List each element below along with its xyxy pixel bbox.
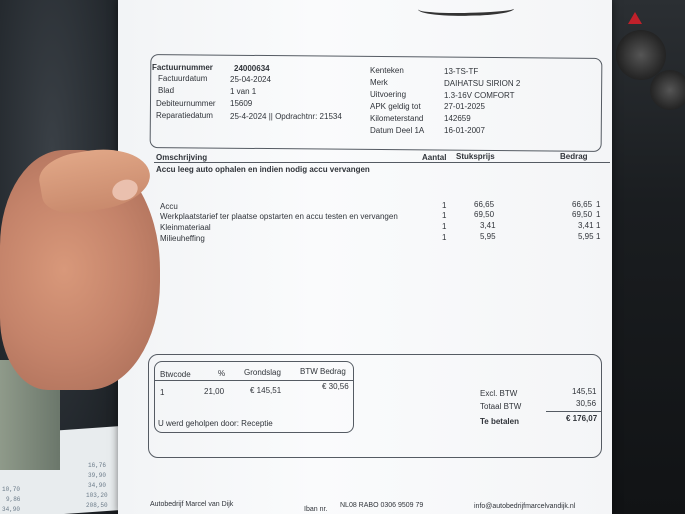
line-quantity: 1 <box>442 233 447 242</box>
vat-base-value: € 145,51 <box>250 386 282 395</box>
vat-table-divider <box>154 380 354 381</box>
amount-due-label: Te betalen <box>480 417 519 426</box>
receipt-number: 10,70 <box>2 486 21 493</box>
receipt-number: 9,86 <box>6 496 21 503</box>
line-description: Accu <box>160 202 178 211</box>
line-vat-code: 1 <box>596 221 601 230</box>
dashboard-knob <box>650 70 685 110</box>
total-vat-label: Totaal BTW <box>480 402 522 411</box>
page-label: Blad <box>158 86 175 95</box>
line-quantity: 1 <box>442 201 447 210</box>
line-vat-code: 1 <box>596 210 601 219</box>
line-unit-price: 3,41 <box>480 221 496 230</box>
excl-vat-label: Excl. BTW <box>480 389 518 398</box>
license-plate-label: Kenteken <box>370 66 404 75</box>
apk-value: 27-01-2025 <box>444 102 485 111</box>
vat-percent-header: % <box>218 369 226 378</box>
line-quantity: 1 <box>442 211 447 220</box>
vat-code-header: Btwcode <box>160 370 191 379</box>
receipt-number: 39,90 <box>88 472 107 479</box>
line-unit-price: 5,95 <box>480 232 496 241</box>
license-plate-value: 13-TS-TF <box>444 67 479 76</box>
registration-date-value: 16-01-2007 <box>444 126 485 135</box>
company-email: info@autobedrijfmarcelvandijk.nl <box>474 503 576 510</box>
iban-value: NL08 RABO 0306 9509 79 <box>340 502 424 509</box>
line-description: Werkplaatstarief ter plaatse opstarten en accu testen en vervangen <box>160 212 398 221</box>
receipt-number: 34,90 <box>2 506 21 513</box>
col-unit-price: Stuksprijs <box>456 152 495 161</box>
invoice-date-label: Factuurdatum <box>158 74 208 83</box>
mileage-label: Kilometerstand <box>370 114 424 123</box>
totals-divider <box>546 411 602 412</box>
col-quantity: Aantal <box>422 153 447 162</box>
line-amount: 69,50 <box>572 210 593 219</box>
line-amount: 5,95 <box>578 232 594 241</box>
helped-by: U werd geholpen door: Receptie <box>158 419 273 428</box>
iban-label: Iban nr. <box>304 506 328 513</box>
receipt-number: 208,50 <box>86 502 108 509</box>
apk-label: APK geldig tot <box>370 102 421 111</box>
line-description: Milieuheffing <box>160 234 205 243</box>
brand-value: DAIHATSU SIRION 2 <box>444 79 521 88</box>
total-vat-value: 30,56 <box>576 399 597 408</box>
line-amount: 3,41 <box>578 221 594 230</box>
amount-due-value: € 176,07 <box>566 414 598 423</box>
registration-date-label: Datum Deel 1A <box>370 126 425 135</box>
debtor-number-value: 15609 <box>230 99 253 108</box>
invoice-number-value: 24000634 <box>234 64 270 73</box>
receipt-number: 103,20 <box>86 492 108 499</box>
debtor-number-label: Debiteurnummer <box>156 99 216 108</box>
line-vat-code: 1 <box>596 200 601 209</box>
line-description: Kleinmateriaal <box>160 223 211 232</box>
line-unit-price: 69,50 <box>474 210 495 219</box>
repair-date-label: Reparatiedatum <box>156 111 213 120</box>
excl-vat-value: 145,51 <box>572 387 597 396</box>
page-value: 1 van 1 <box>230 87 257 96</box>
invoice-number-label: Factuurnummer <box>152 63 213 72</box>
mileage-value: 142659 <box>444 114 471 123</box>
variant-label: Uitvoering <box>370 90 407 99</box>
vat-code-value: 1 <box>160 388 165 397</box>
line-quantity: 1 <box>442 222 447 231</box>
line-vat-code: 1 <box>596 232 601 241</box>
brand-label: Merk <box>370 78 388 87</box>
col-description: Omschrijving <box>156 153 208 162</box>
column-divider <box>154 162 610 163</box>
receipt-number: 34,90 <box>88 482 107 489</box>
invoice-paper <box>118 0 612 514</box>
line-amount: 66,65 <box>572 200 593 209</box>
variant-value: 1.3-16V COMFORT <box>444 91 515 100</box>
signature <box>418 0 514 17</box>
receipt-number: 16,76 <box>88 462 107 469</box>
vat-amount-value: € 30,56 <box>322 382 349 391</box>
line-unit-price: 66,65 <box>474 200 495 209</box>
vat-amount-header: BTW Bedrag <box>300 367 346 376</box>
repair-date-value: 25-4-2024 || Opdrachtnr: 21534 <box>230 112 342 121</box>
company-name: Autobedrijf Marcel van Dijk <box>150 501 234 508</box>
col-amount: Bedrag <box>560 152 588 161</box>
job-description: Accu leeg auto ophalen en indien nodig accu vervangen <box>156 165 370 174</box>
vat-base-header: Grondslag <box>244 368 281 377</box>
invoice-date-value: 25-04-2024 <box>230 75 271 84</box>
vat-percent-value: 21,00 <box>204 387 225 396</box>
